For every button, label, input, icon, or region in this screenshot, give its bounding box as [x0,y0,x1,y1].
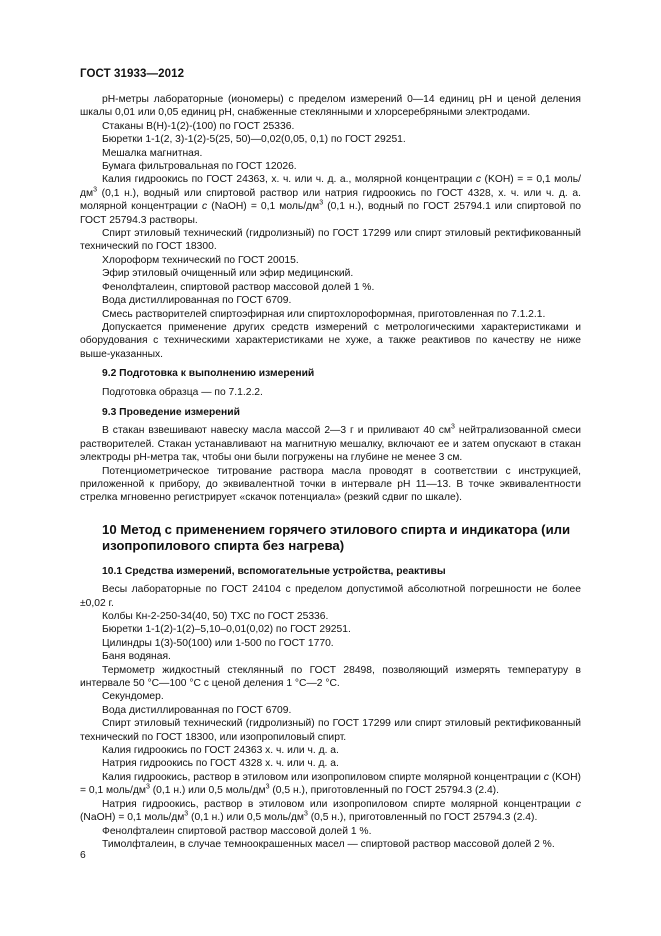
text-run: (0,5 н.), приготовленный по ГОСТ 25794.3 (2.4). [307,812,538,824]
text-run: (0,1 н.), водный по ГОСТ 25794.1 или спиртовой по ГОСТ 25794.3 растворы. [80,201,582,226]
superscript: 3 [303,810,308,818]
variable: c [202,201,208,213]
paragraph: pH-метры лабораторные (иономеры) с пределом измерений 0—14 единиц pH и ценой деления шкалы 0,01 или 0,05 единиц pH, снабженные стеклянными и хлорсеребряными электродами. [80,94,581,119]
measurement-paragraph [80,424,581,464]
section-heading-9-2: 9.2 Подготовка к выполнению измерений [102,368,315,380]
text-run: (0,1 н.), водный или спиртовой раствор или натрия гидроокись по ГОСТ 4328, х. ч. или ч. д. а. молярной концентрации [80,187,581,213]
paragraph: Секундомер. [102,691,164,703]
paragraph: Хлороформ технический по ГОСТ 20015. [102,254,299,266]
section-heading-10-1: 10.1 Средства измерений, вспомогательные устройства, реактивы [102,565,446,577]
paragraph: Бумага фильтровальная по ГОСТ 12026. [102,161,297,173]
paragraph: Эфир этиловый очищенный или эфир медицинский. [102,268,354,280]
paragraph: Бюретки 1-1(2)-1(2)–5,10–0,01(0,02) по ГОСТ 29251. [102,624,351,636]
superscript: 3 [145,783,150,791]
paragraph: Спирт этиловый технический (гидролизный) по ГОСТ 17299 или спирт этиловый ректификованный технический по ГОСТ 18300. [80,228,581,253]
text-run: (0,1 н.) или 0,5 моль/дм [188,812,304,824]
paragraph: Смесь растворителей спиртоэфирная или спиртохлороформная, приготовленная по 7.1.2.1. [102,308,546,320]
superscript: 3 [319,199,324,207]
section-heading-9-3: 9.3 Проведение измерений [102,406,240,418]
text-run: Калия гидроокись, раствор в этиловом или изопропиловом спирте молярной концентрации [102,771,544,783]
variable: c [575,798,581,810]
superscript: 3 [265,783,270,791]
paragraph: Вода дистиллированная по ГОСТ 6709. [102,704,292,716]
text-run: нейтрализованной смеси растворителей. Стакан устанавливают на магнитную мешалку, включают ее и затем опускают в стакан электроды pH-метра так, чтобы они были погружены на глубине не менее 3 см. [80,425,582,464]
paragraph: Колбы Кн-2-250-34(40, 50) ТХС по ГОСТ 25336. [102,611,329,622]
paragraph: Цилиндры 1(3)-50(100) или 1-500 по ГОСТ 1770. [102,637,334,649]
variable: c [543,771,549,783]
text-run: (KOH) = 0,1 моль/дм [80,771,581,797]
paragraph: Калия гидроокись по ГОСТ 24363 х. ч. или ч. д. а. [102,745,339,757]
paragraph: Спирт этиловый технический (гидролизный) по ГОСТ 17299 или спирт этиловый ректификованный технический по ГОСТ 18300, или изопропиловый спирт. [80,718,581,743]
paragraph: Баня водяная. [102,651,171,663]
paragraph: Вода дистиллированная по ГОСТ 6709. [102,295,292,307]
paragraph: Фенолфталеин, спиртовой раствор массовой долей 1 %. [102,281,375,293]
document-body [80,93,581,851]
variable: c [475,174,481,186]
text-run: Натрия гидроокись, раствор в этиловом или изопропиловом спирте молярной концентрации [102,798,576,810]
paragraph: Стаканы В(Н)-1(2)-(100) по ГОСТ 25336. [102,120,295,132]
text-run: (0,1 н.) или 0,5 моль/дм [149,785,266,797]
paragraph: Тимолфталеин, в случае темноокрашенных масел — спиртовой раствор массовой долей 2 %. [102,838,555,850]
paragraph: Натрия гидроокись по ГОСТ 4328 х. ч. или ч. д. а. [102,758,339,770]
koh-alcohol-paragraph [80,771,581,798]
text-run: (0,5 н.), приготовленный по ГОСТ 25794.3 (2.4). [269,785,499,797]
text-run: Калия гидроокись по ГОСТ 24363, х. ч. или ч. д. а., молярной концентрации [102,174,476,186]
superscript: 3 [451,423,455,431]
paragraph: Мешалка магнитная. [102,147,203,159]
superscript: 3 [184,810,189,818]
paragraph: Бюретки 1-1(2, 3)-1(2)-5(25, 50)—0,02(0,05, 0,1) по ГОСТ 29251. [102,134,406,146]
paragraph: Фенолфталеин спиртовой раствор массовой долей 1 %. [102,825,372,837]
paragraph: Допускается применение других средств измерений с метрологическими характеристиками и оборудования с техническими характеристиками не хуже, а также реактивов по качеству не ниже выше-указанных. [80,321,581,360]
page-number: 6 [80,850,86,861]
text-run: (KOH) = = 0,1 моль/дм [80,174,581,199]
section-heading-10: 10 Метод с применением горячего этилового спирта и индикатора (или изопропилового спирта без нагрева) [102,521,571,554]
superscript: 3 [93,186,97,194]
paragraph: Потенциометрическое титрование раствора масла проводят в соответствии с инструкцией, приложенной к прибору, до эквивалентной точки в интервале pH 11—13. В точке эквивалентности стрелка мгновенно регистрирует «скачок потенциала» (резкий сдвиг по шкале). [80,465,581,504]
text-run: В стакан взвешивают навеску масла массой 2—3 г и приливают 40 см [102,425,452,437]
document-header: ГОСТ 31933—2012 [80,68,185,80]
paragraph: Весы лабораторные по ГОСТ 24104 с пределом допустимой абсолютной погрешности не более ±0,02 г. [80,584,581,609]
koh-reagent-paragraph [80,173,581,227]
naoh-alcohol-paragraph [80,798,581,825]
text-run: (NaOH) = 0,1 моль/дм [80,812,185,824]
paragraph: Термометр жидкостный стеклянный по ГОСТ 28498, позволяющий измерять температуру в интервале 50 °С—100 °С с ценой деления 1 °С—2 °С. [80,664,581,690]
paragraph: Подготовка образца — по 7.1.2.2. [102,386,263,398]
text-run: (NaOH) = 0,1 моль/дм [207,201,320,213]
